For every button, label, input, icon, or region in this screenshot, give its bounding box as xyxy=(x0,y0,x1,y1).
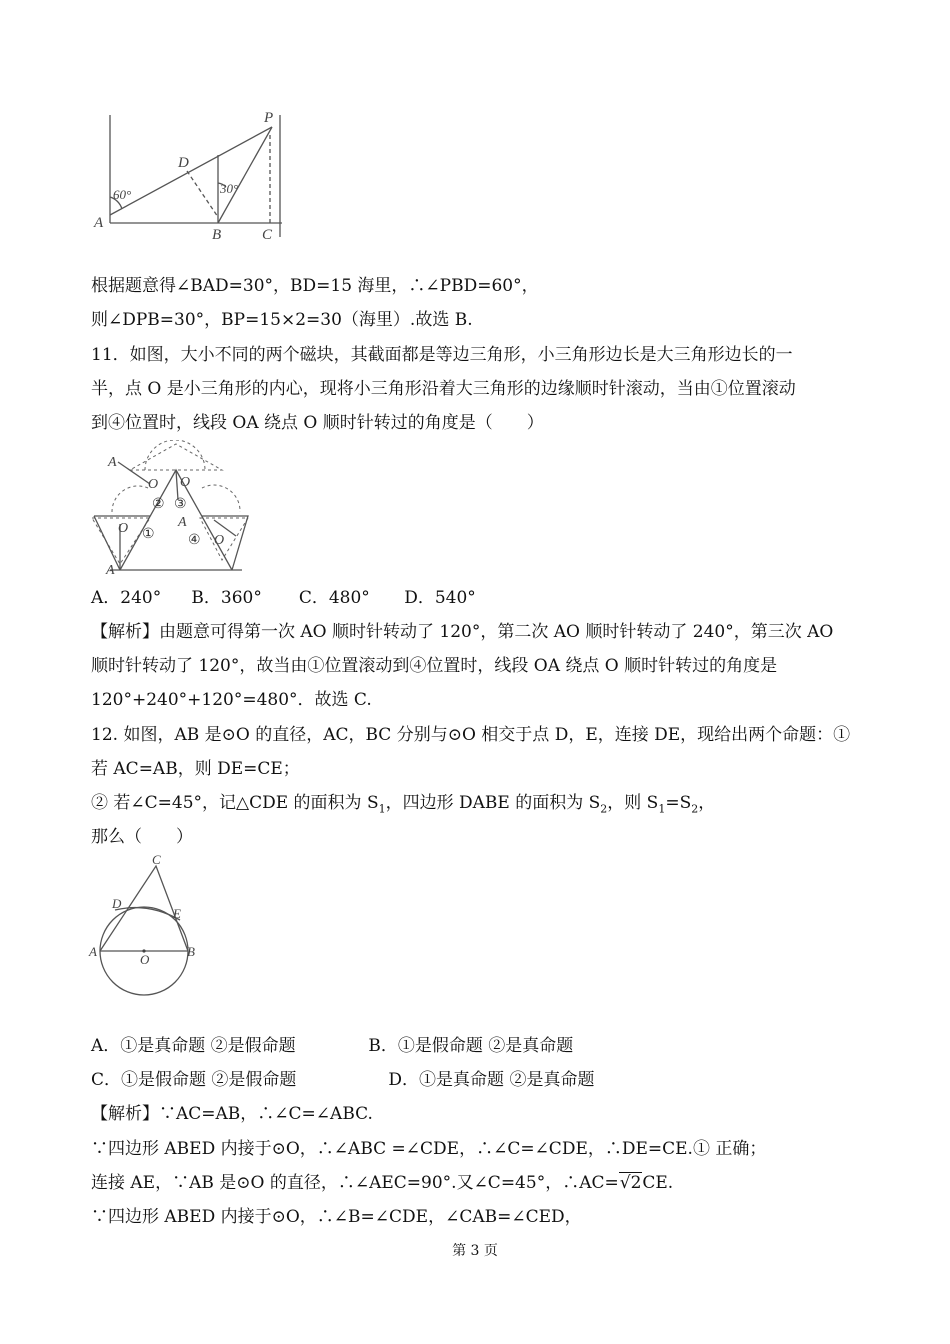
q10-solution-line1: 根据题意得∠BAD=30°，BD=15 海里，∴∠PBD=60°， xyxy=(91,276,539,296)
q12-solution-line1: 【解析】∵AC=AB，∴∠C=∠ABC. xyxy=(91,1104,373,1124)
q12-option-a: A．①是真命题 ②是假命题 xyxy=(91,1036,296,1056)
label-C: C xyxy=(152,852,161,867)
label-angle-60: 60° xyxy=(113,187,132,202)
q11-stem-line2: 半，点 O 是小三角形的内心，现将小三角形沿着大三角形的边缘顺时针滚动，当由①位置滚动 xyxy=(91,379,796,399)
q10-solution-line2: 则∠DPB=30°，BP=15×2=30（海里）.故选 B. xyxy=(91,310,473,330)
q12-stem-line3 xyxy=(91,791,715,821)
q11-stem-line3: 到④位置时，线段 OA 绕点 O 顺时针转过的角度是（ ） xyxy=(91,413,544,433)
q11-solution-line3: 120°+240°+120°=480°．故选 C. xyxy=(91,690,372,710)
label-E: E xyxy=(173,906,181,921)
label-B: B xyxy=(187,944,195,959)
q12-options-row1 xyxy=(91,1034,573,1058)
q12-line3-part-e: ， xyxy=(698,793,716,813)
page-footer: 第 3 页 xyxy=(452,1243,498,1259)
label-O-1: O xyxy=(118,521,129,536)
label-O-2: O xyxy=(148,477,159,492)
q12-solution-line2: ∵四边形 ABED 内接于⊙O，∴∠ABC =∠CDE，∴∠C=∠CDE，∴DE=CE.① 正确； xyxy=(91,1139,767,1159)
q12-sub-3: 1 xyxy=(658,802,666,816)
label-P: P xyxy=(264,110,274,126)
q12-stem-line2: 若 AC=AB，则 DE=CE； xyxy=(91,759,300,779)
q11-option-a: A．240° xyxy=(91,588,162,608)
marker-1: ① xyxy=(142,527,155,542)
sqrt-two: √2 xyxy=(619,1173,642,1193)
label-D: D xyxy=(112,896,122,911)
label-A-bottom: A xyxy=(106,563,115,578)
q11-solution-line2: 顺时针转动了 120°，故当由①位置滚动到④位置时，线段 OA 绕点 O 顺时针转过的角度是 xyxy=(91,656,778,676)
q12-line3-part-c: ，则 S xyxy=(607,793,659,813)
label-A: A xyxy=(89,944,97,959)
q11-solution-line1: 【解析】由题意可得第一次 AO 顺时针转动了 120°，第二次 AO 顺时针转动了 240°，第三次 AO xyxy=(91,622,834,642)
q11-stem-line1: 11．如图，大小不同的两个磁块，其截面都是等边三角形，小三角形边长是大三角形边长的一 xyxy=(91,345,793,365)
figure-circle-triangle xyxy=(88,848,208,998)
q12-option-b: B．①是假命题 ②是真命题 xyxy=(368,1036,574,1056)
q12-solution-line3 xyxy=(91,1171,673,1195)
q12-line3-part-a: ② 若∠C=45°，记△CDE 的面积为 S xyxy=(91,793,379,813)
q11-option-d: D．540° xyxy=(404,588,476,608)
q12-solution-line4: ∵四边形 ABED 内接于⊙O，∴∠B=∠CDE，∠CAB=∠CED， xyxy=(91,1207,582,1227)
q12-solution-line3-part-b: CE. xyxy=(642,1173,674,1193)
q12-sub-2: 2 xyxy=(600,802,608,816)
q12-option-d: D．①是真命题 ②是真命题 xyxy=(388,1070,595,1090)
label-C: C xyxy=(262,227,273,240)
marker-4: ④ xyxy=(188,533,201,548)
marker-3: ③ xyxy=(174,497,187,512)
q11-option-c: C．480° xyxy=(298,588,370,608)
q12-solution-line3-part-a: 连接 AE，∵AB 是⊙O 的直径，∴∠AEC=90°.又∠C=45°，∴AC= xyxy=(91,1173,619,1193)
label-B: B xyxy=(212,227,222,240)
label-angle-30: 30° xyxy=(220,181,239,196)
q12-stem-line1: 12. 如图，AB 是⊙O 的直径，AC，BC 分别与⊙O 相交于点 D，E，连接 DE，现给出两个命题：① xyxy=(91,725,851,745)
label-A-mid: A xyxy=(178,515,187,530)
figure-rolling-triangles xyxy=(90,440,252,580)
label-O-3: O xyxy=(180,475,191,490)
q11-options xyxy=(91,586,476,610)
q12-sub-1: 1 xyxy=(378,802,386,816)
label-O: O xyxy=(140,952,150,967)
q12-sub-4: 2 xyxy=(691,802,699,816)
label-A-top: A xyxy=(108,455,117,470)
q12-line3-part-d: =S xyxy=(665,793,692,813)
q12-options-row2 xyxy=(91,1068,594,1092)
marker-2: ② xyxy=(152,497,165,512)
q12-option-c: C．①是假命题 ②是假命题 xyxy=(91,1070,297,1090)
label-O-4: O xyxy=(214,533,225,548)
q11-option-b: B．360° xyxy=(191,588,262,608)
label-A: A xyxy=(94,215,104,231)
figure-ship-bearing xyxy=(90,105,290,240)
label-D: D xyxy=(178,155,189,171)
q12-line3-part-b: ，四边形 DABE 的面积为 S xyxy=(385,793,601,813)
q12-stem-line4: 那么（ ） xyxy=(91,827,193,847)
